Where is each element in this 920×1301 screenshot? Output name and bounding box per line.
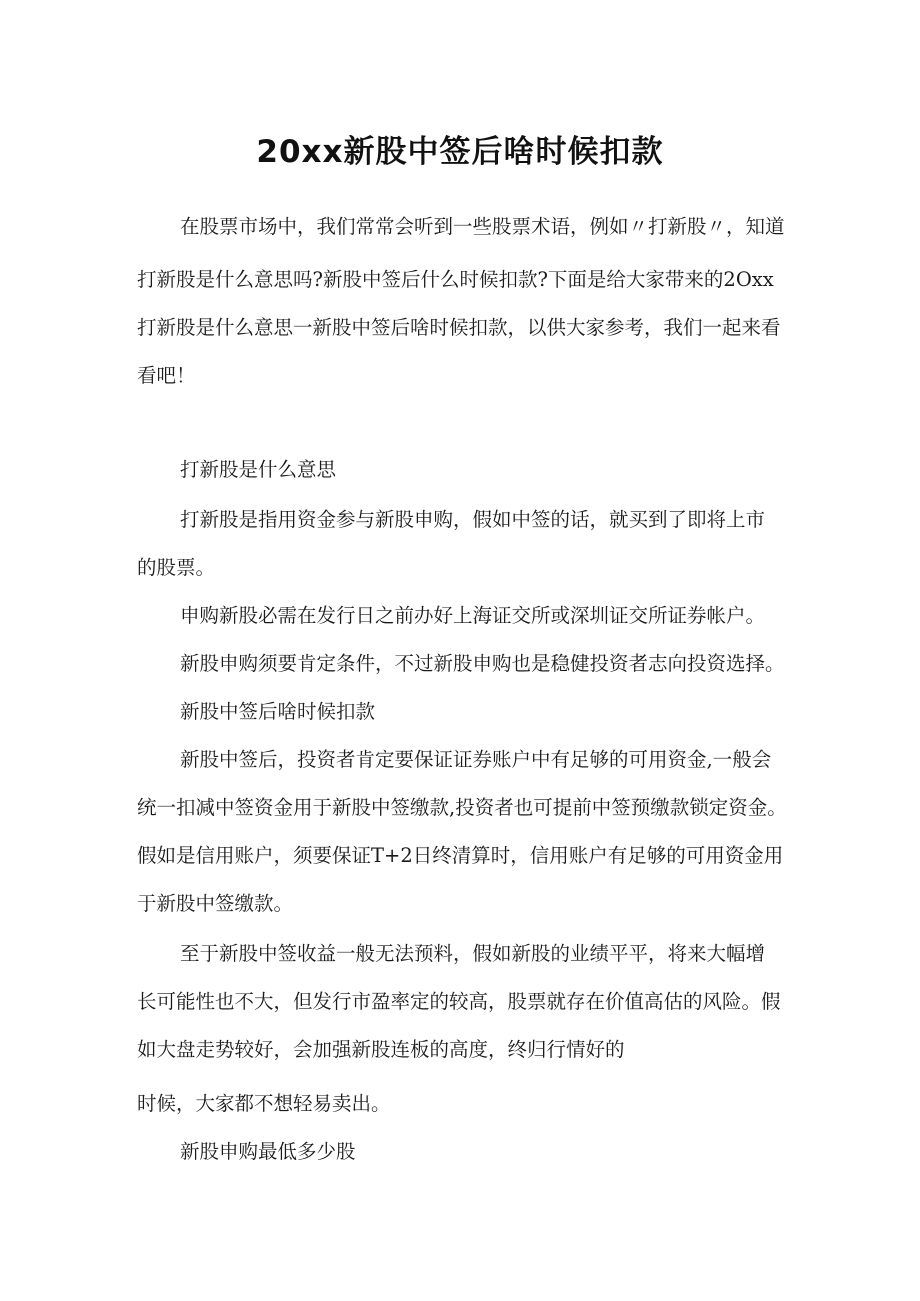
deduction-line-2: 统一扣减中签资金用于新股中签缴款,投资者也可提前中签预缴款锁定资金。 (137, 796, 787, 819)
what-is-line-1: 打新股是指用资金参与新股申购，假如中签的话，就买到了即将上市 (180, 508, 766, 531)
intro-line-4: 看吧！ (137, 364, 196, 387)
section-heading-deduction: 新股中签后啥时候扣款 (180, 700, 376, 723)
account-line: 申购新股必需在发行日之前办好上海证交所或深圳证交所证券帐户。 (180, 604, 766, 627)
deduction-line-4: 于新股中签缴款。 (137, 892, 294, 915)
deduction-line-3: 假如是信用账户，须要保证T+2日终清算时，信用账户有足够的可用资金用 (137, 844, 784, 867)
profit-line-3: 如大盘走势较好，会加强新股连板的高度，终归行情好的 (137, 1038, 625, 1061)
document-title: 20xx新股中签后啥时候扣款 (256, 134, 664, 170)
profit-line-1: 至于新股中签收益一般无法预料，假如新股的业绩平平，将来大幅增 (180, 942, 766, 965)
conditions-line: 新股申购须要肯定条件，不过新股申购也是稳健投资者志向投资选择。 (180, 652, 785, 675)
deduction-line-1: 新股中签后，投资者肯定要保证证券账户中有足够的可用资金,一般会 (180, 748, 772, 771)
profit-line-2: 长可能性也不大，但发行市盈率定的较高，股票就存在价值高估的风险。假 (137, 990, 781, 1013)
section-heading-what-is: 打新股是什么意思 (180, 458, 337, 481)
intro-line-3: 打新股是什么意思一新股中签后啥时候扣款，以供大家参考，我们一起来看 (137, 316, 781, 339)
profit-line-4: 时候，大家都不想轻易卖出。 (137, 1092, 391, 1115)
intro-line-2: 打新股是什么意思吗?新股中签后什么时候扣款?下面是给大家带来的2Oxx (137, 268, 774, 291)
intro-line-1: 在股票市场中，我们常常会听到一些股票术语，例如〃打新股〃，知道 (180, 215, 785, 238)
section-heading-minimum: 新股申购最低多少股 (180, 1140, 356, 1163)
what-is-line-2: 的股票。 (137, 556, 216, 579)
